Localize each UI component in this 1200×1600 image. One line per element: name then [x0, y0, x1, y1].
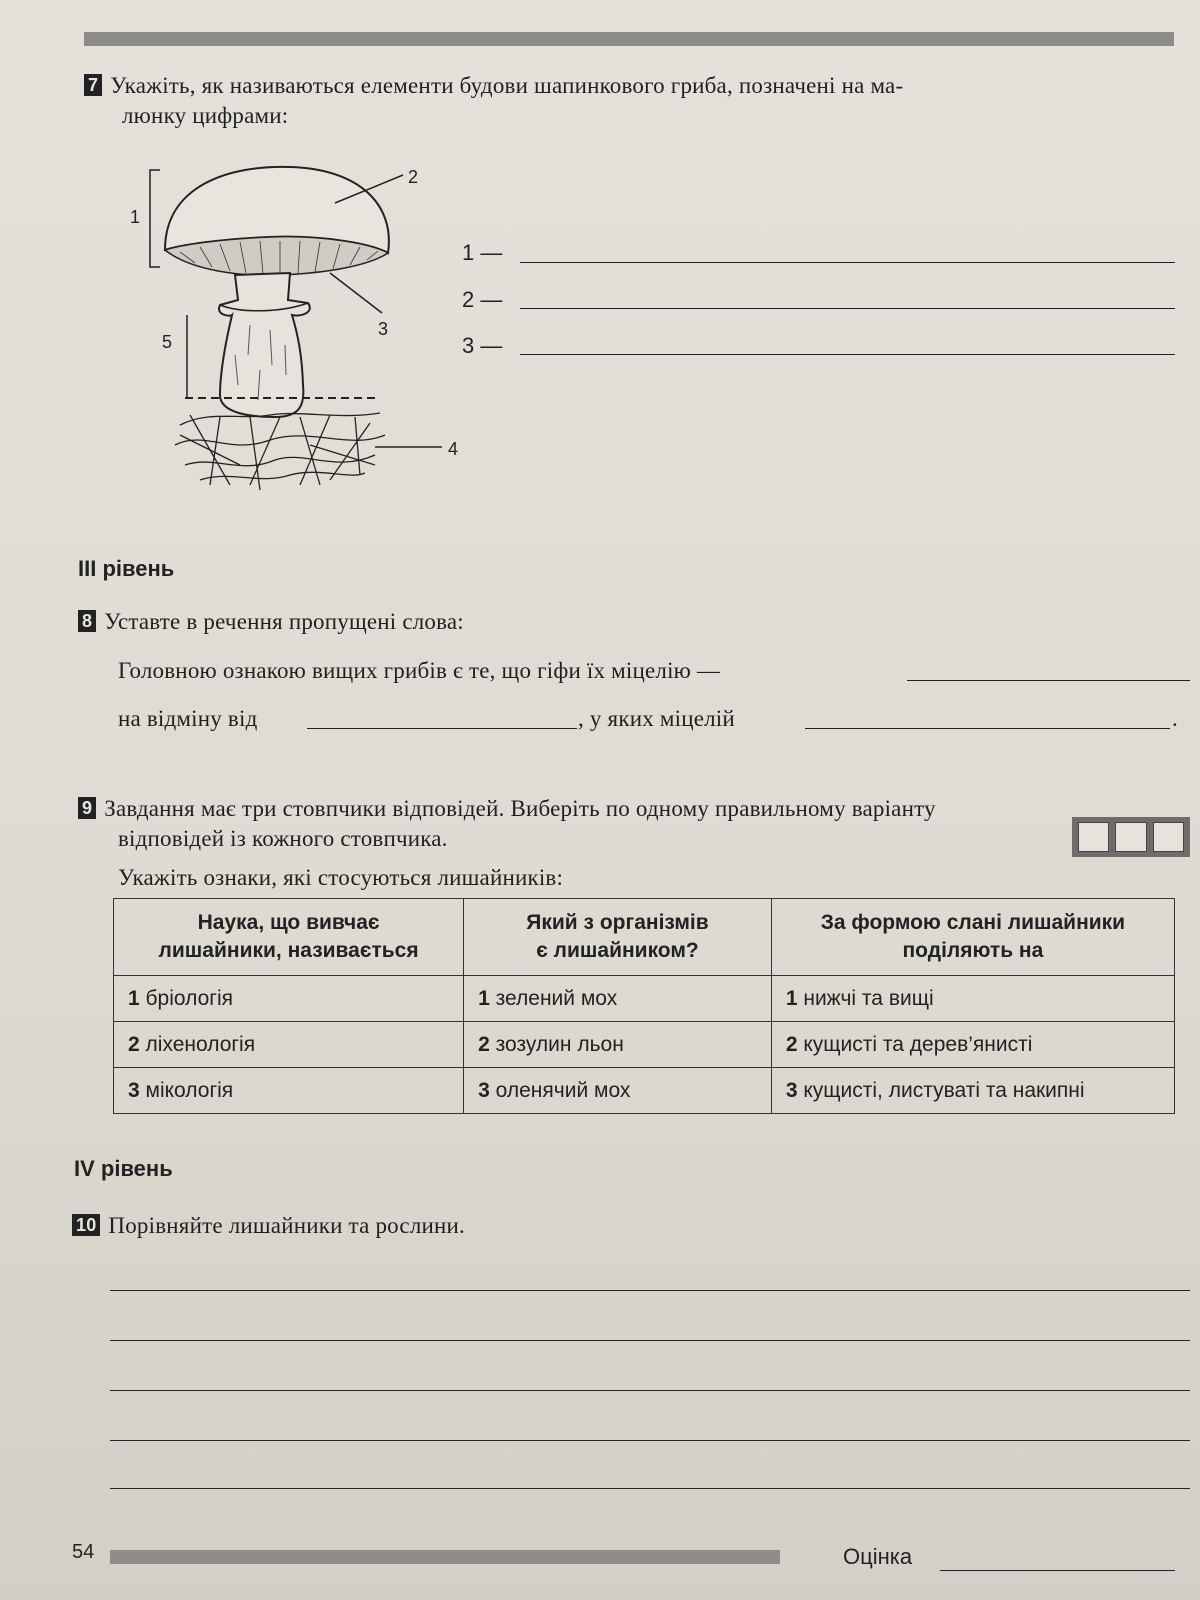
question-number-9: 9	[78, 797, 96, 819]
option-text: зозулин льон	[495, 1032, 624, 1056]
table-cell[interactable]	[464, 1022, 772, 1068]
question-7-text-line1: Укажіть, як називаються елементи будови шапинкового гриба, позначені на ма-	[110, 73, 904, 98]
question-10-text: Порівняйте лишайники та рослини.	[108, 1213, 465, 1238]
lichen-table	[113, 898, 1175, 1114]
table-cell[interactable]	[114, 1022, 464, 1068]
answer-line-2[interactable]	[520, 308, 1175, 309]
question-9-line2	[118, 823, 448, 855]
option-number: 1	[128, 986, 140, 1010]
table-cell[interactable]	[771, 976, 1174, 1022]
table-row	[114, 1022, 1175, 1068]
question-9-text-line2: відповідей із кожного стовпчика.	[118, 826, 448, 851]
option-number: 1	[785, 986, 798, 1010]
question-7	[84, 70, 1174, 102]
option-number: 3	[128, 1078, 140, 1102]
question-8-sentence-line2	[118, 703, 257, 735]
header-3-line2: поділяють на	[902, 939, 1044, 962]
header-2-line2: є лишайником?	[536, 939, 699, 962]
table-header-3	[771, 899, 1174, 976]
question-number-10: 10	[72, 1214, 100, 1236]
question-7-line2	[122, 100, 288, 132]
table-row	[114, 976, 1175, 1022]
option-number: 2	[478, 1032, 490, 1056]
option-text: бріологія	[145, 986, 233, 1010]
answer-row-2	[462, 287, 502, 313]
figure-label-4: 4	[448, 439, 459, 459]
table-cell[interactable]	[771, 1068, 1174, 1114]
answer-label-2: 2 —	[462, 287, 503, 312]
option-text: нижчі та вищі	[803, 986, 934, 1010]
page-number: 54	[72, 1541, 95, 1563]
option-number: 2	[128, 1032, 140, 1056]
sentence-end-dot: .	[1172, 706, 1178, 731]
sentence-part-1: Головною ознакою вищих грибів є те, що гіфи їх міцелію —	[118, 658, 721, 683]
question-9-text-line3: Укажіть ознаки, які стосуються лишайників:	[118, 865, 564, 890]
fill-blank-2[interactable]	[307, 728, 577, 729]
option-text: мікологія	[145, 1078, 234, 1102]
header-1-line2: лишайники, називається	[158, 939, 419, 962]
table-header-1	[114, 899, 464, 976]
answer-box-1[interactable]	[1078, 822, 1109, 852]
writing-line-5[interactable]	[110, 1488, 1190, 1489]
option-text: оленячий мох	[495, 1078, 631, 1102]
option-number: 2	[785, 1032, 798, 1056]
question-9	[78, 793, 1193, 825]
table-cell[interactable]	[464, 976, 772, 1022]
figure-label-2: 2	[408, 167, 419, 187]
question-8	[78, 606, 464, 638]
option-text: зелений мох	[495, 986, 618, 1010]
answer-label-3: 3 —	[462, 333, 503, 358]
header-1-line1: Наука, що вивчає	[197, 911, 380, 934]
answer-row-1	[462, 240, 502, 266]
header-2-line1: Який з організмів	[526, 911, 709, 934]
level-4-heading: IV рівень	[74, 1156, 173, 1181]
writing-line-2[interactable]	[110, 1340, 1190, 1341]
answer-box-3[interactable]	[1153, 822, 1184, 852]
answer-row-3	[462, 333, 502, 359]
question-number-7: 7	[84, 74, 102, 96]
writing-line-1[interactable]	[110, 1290, 1190, 1291]
question-9-text-line1: Завдання має три стовпчики відповідей. Виберіть по одному правильному варіанту	[104, 796, 936, 821]
fill-blank-1[interactable]	[907, 680, 1190, 681]
figure-label-1: 1	[130, 207, 141, 227]
grade-label: Оцінка	[843, 1544, 913, 1569]
figure-label-5: 5	[162, 332, 173, 352]
table-cell[interactable]	[464, 1068, 772, 1114]
table-cell[interactable]	[114, 1068, 464, 1114]
mushroom-diagram	[120, 155, 480, 515]
fill-blank-3[interactable]	[805, 728, 1170, 729]
level-3-heading: III рівень	[78, 556, 175, 581]
table-cell[interactable]	[771, 1022, 1174, 1068]
grade-line[interactable]	[940, 1570, 1175, 1571]
question-number-8: 8	[78, 610, 96, 632]
question-10	[72, 1210, 465, 1242]
table-header-row	[114, 899, 1175, 976]
option-number: 3	[478, 1078, 490, 1102]
table-header-2	[464, 899, 772, 976]
question-8-text: Уставте в речення пропущені слова:	[104, 609, 464, 634]
top-decorative-bar	[84, 32, 1174, 46]
table-cell[interactable]	[114, 976, 464, 1022]
answer-code-boxes	[1072, 817, 1190, 857]
option-number: 3	[785, 1078, 798, 1102]
option-text: кущисті, листуваті та накипні	[803, 1078, 1085, 1102]
question-9-line3	[118, 862, 563, 894]
question-8-sentence-line2b	[578, 703, 735, 735]
sentence-part-2: на відміну від	[118, 706, 258, 731]
answer-box-2[interactable]	[1115, 822, 1146, 852]
option-number: 1	[478, 986, 490, 1010]
option-text: ліхенологія	[145, 1032, 256, 1056]
figure-label-3: 3	[378, 319, 389, 339]
question-8-sentence-line1	[118, 655, 720, 687]
answer-line-1[interactable]	[520, 262, 1175, 263]
option-text: кущисті та дерев’янисті	[803, 1032, 1033, 1056]
writing-line-4[interactable]	[110, 1440, 1190, 1441]
header-3-line1: За формою слані лишайники	[820, 911, 1126, 934]
question-7-text-line2: люнку цифрами:	[122, 103, 289, 128]
writing-line-3[interactable]	[110, 1390, 1190, 1391]
answer-label-1: 1 —	[462, 240, 503, 265]
sentence-part-3: , у яких міцелій	[578, 706, 735, 731]
table-row	[114, 1068, 1175, 1114]
sentence-end	[1172, 703, 1178, 735]
footer-decorative-bar	[110, 1550, 780, 1564]
answer-line-3[interactable]	[520, 354, 1175, 355]
